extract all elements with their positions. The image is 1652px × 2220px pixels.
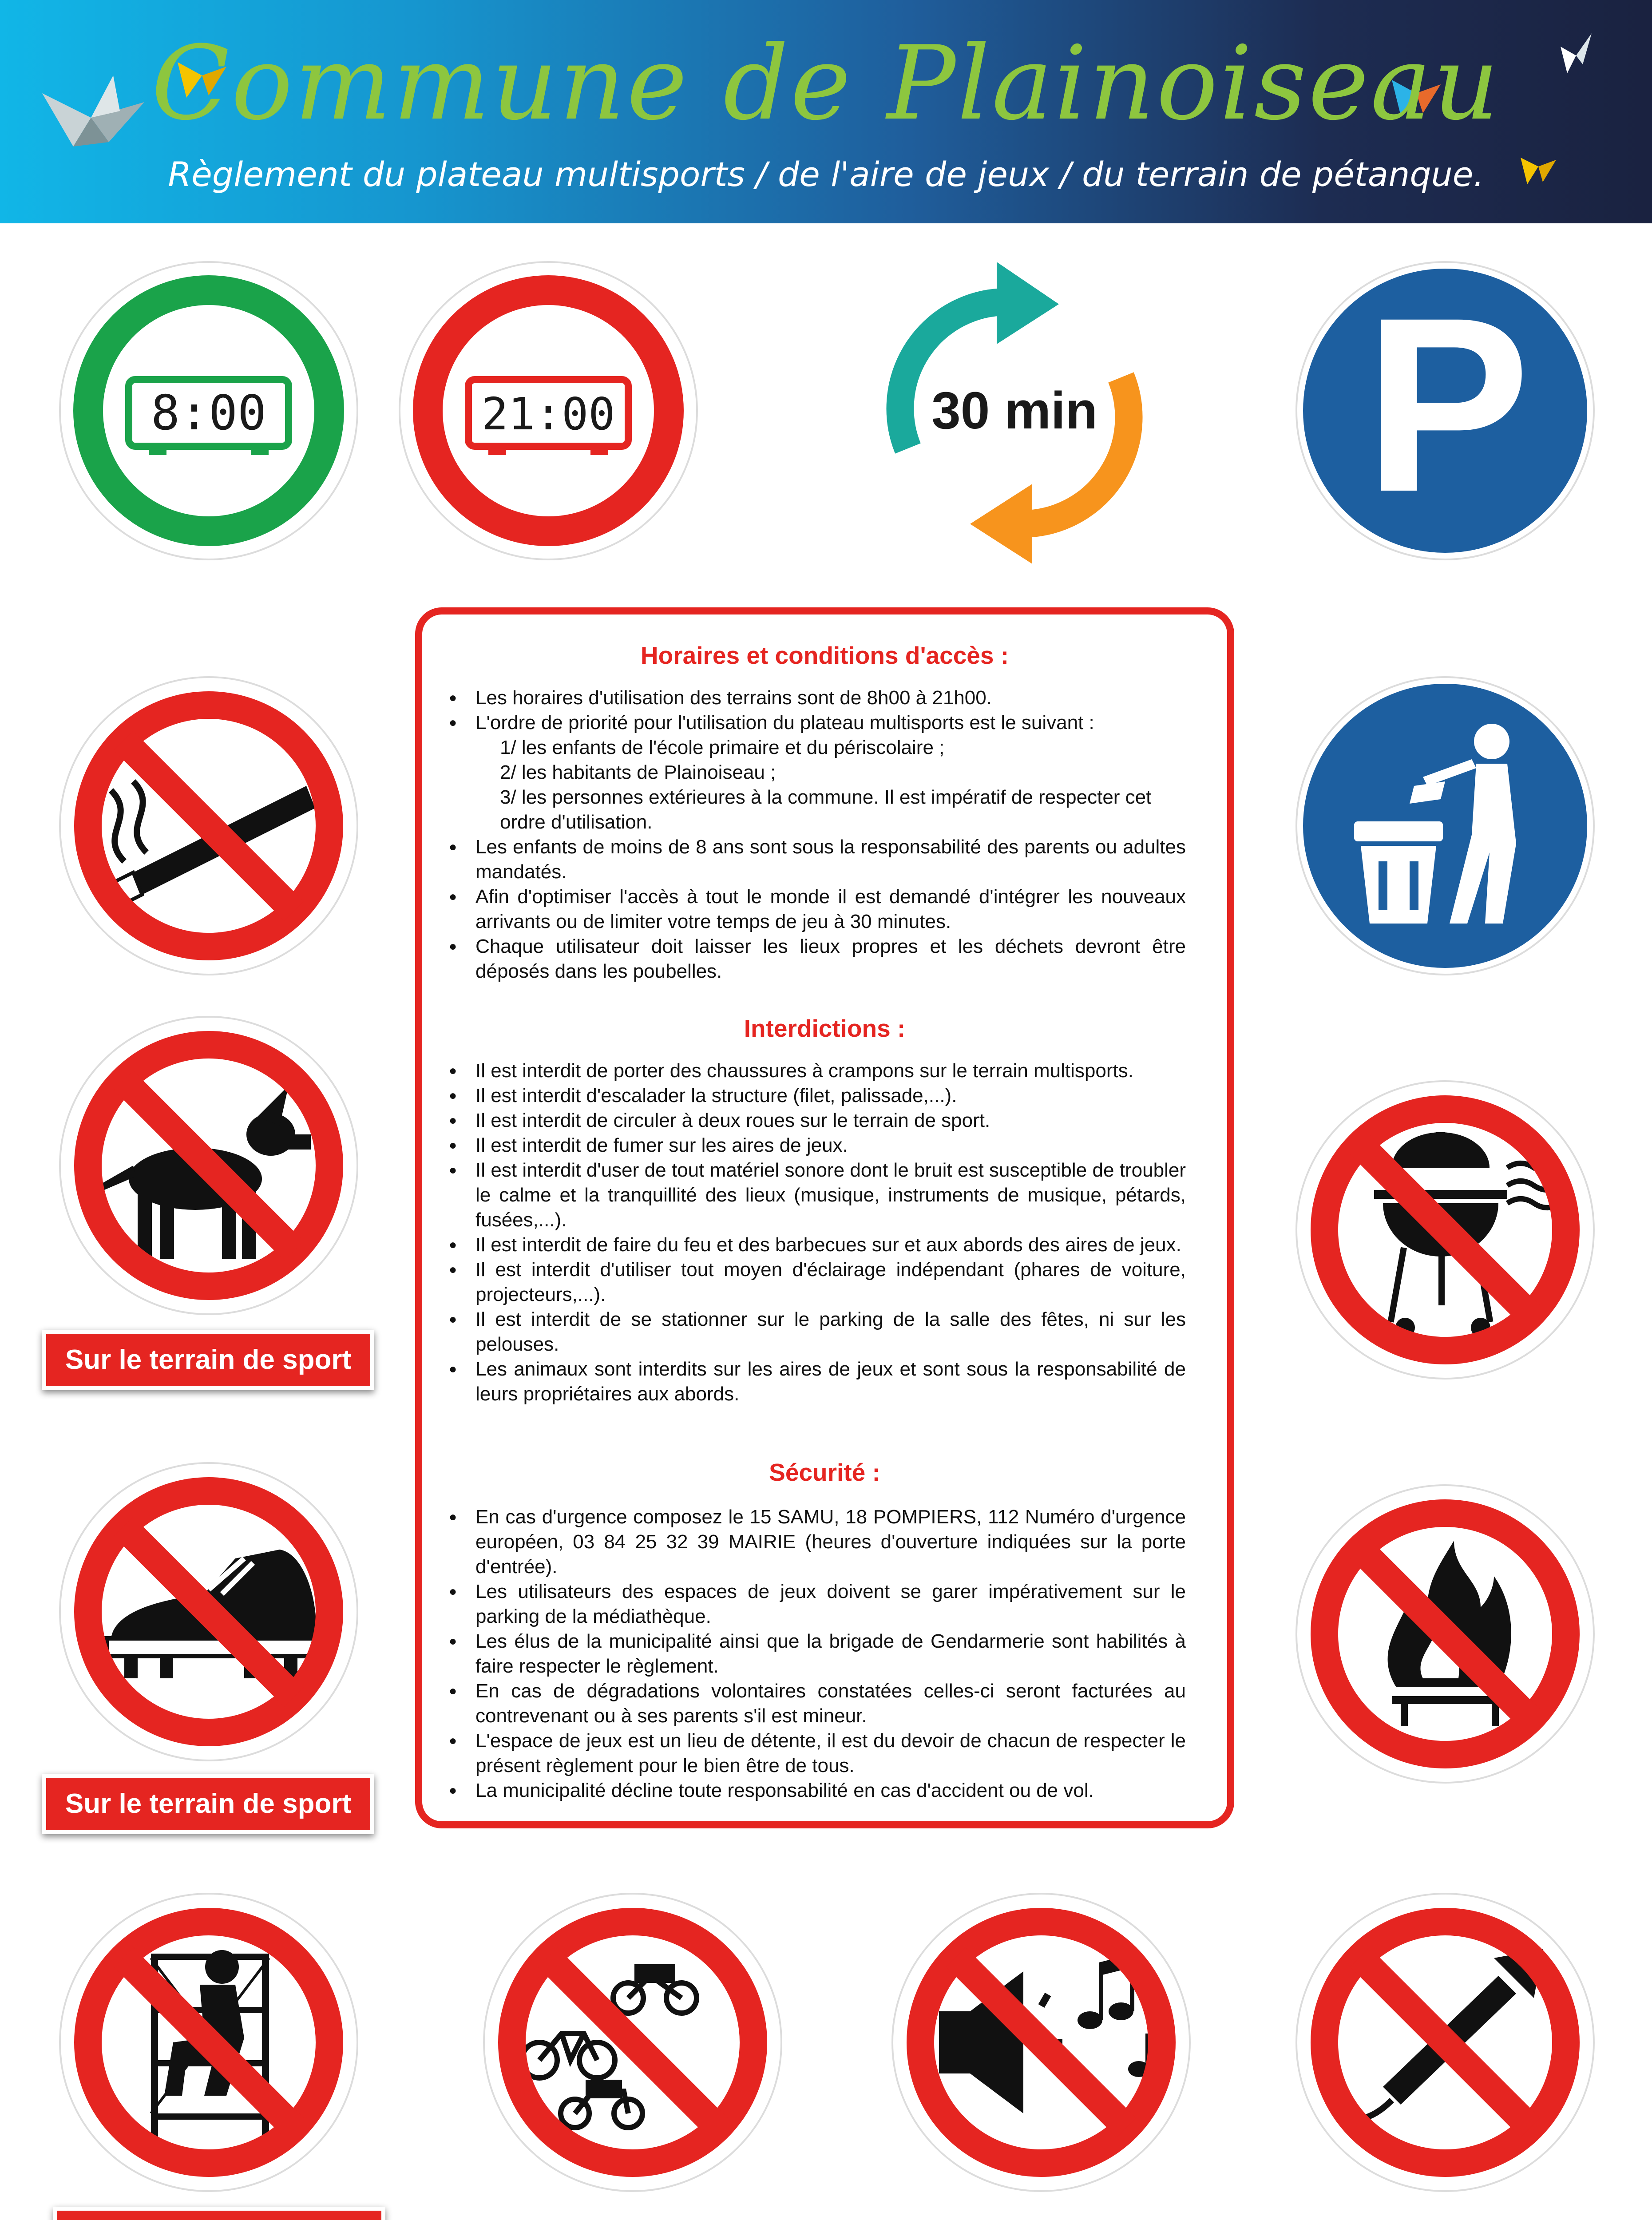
list-item: ● Il est interdit d'utiliser tout moyen d'éclairage indépendant (phares de voiture, projecteurs,...). <box>444 1257 1186 1307</box>
list-item: ● Afin d'optimiser l'accès à tout le monde il est demandé d'intégrer les nouveaux arrivants ou de limiter votre temps de jeu à 30 minutes. <box>444 884 1186 934</box>
list-item: ● Chaque utilisateur doit laisser les lieux propres et les déchets devront être déposés dans les poubelles. <box>444 934 1186 984</box>
no-barbecue-sign <box>1294 1079 1596 1381</box>
priority-item: 1/ les enfants de l'école primaire et du périscolaire ; <box>500 737 945 758</box>
priority-item: 2/ les habitants de Plainoiseau ; <box>500 761 776 783</box>
security-list <box>444 1505 1186 1803</box>
list-item: ● Il est interdit de porter des chaussures à crampons sur le terrain multisports. <box>444 1058 1186 1083</box>
list-item: ● En cas d'urgence composez le 15 SAMU, 18 POMPIERS, 112 Numéro d'urgence européen, 03 84 25 32 39 MAIRIE (heures d'ouverture indiquées sur la porte d'entrée). <box>444 1505 1186 1579</box>
list-item: ● Il est interdit de se stationner sur le parking de la salle des fêtes, ni sur les pelouses. <box>444 1307 1186 1357</box>
security-heading: Sécurité : <box>769 1459 880 1486</box>
dog-sign-caption: Sur le terrain de sport <box>42 1330 374 1390</box>
no-two-wheelers-sign <box>482 1891 784 2193</box>
no-climbing-sign <box>58 1891 360 2193</box>
time-limit-text: 30 min <box>931 381 1097 440</box>
no-noise-sign <box>890 1891 1192 2193</box>
list-item: ● L'espace de jeux est un lieu de détente, il est du devoir de chacun de respecter le présent règlement pour le bien être de tous. <box>444 1728 1186 1778</box>
no-cleats-sign <box>58 1461 360 1763</box>
prohibitions-heading: Interdictions : <box>744 1015 906 1042</box>
header-banner <box>0 0 1652 223</box>
prohibitions-list <box>444 1058 1186 1407</box>
page-subtitle: Règlement du plateau multisports / de l'aire de jeux / du terrain de pétanque. <box>168 155 1484 194</box>
list-item: ● Il est interdit de circuler à deux roues sur le terrain de sport. <box>444 1108 1186 1133</box>
parking-icon: P <box>1364 266 1530 543</box>
climbing-sign-caption <box>53 2207 385 2220</box>
digital-clock-icon <box>468 380 628 455</box>
page-title: Commune de Plainoiseau <box>151 24 1501 143</box>
time-limit-sign <box>850 249 1179 577</box>
access-list <box>444 686 1186 984</box>
list-item: ● Les enfants de moins de 8 ans sont sous la responsabilité des parents ou adultes mandatés. <box>444 835 1186 884</box>
opening-time-sign <box>58 260 360 562</box>
list-item: ● Il est interdit d'escalader la structure (filet, palissade,...). <box>444 1083 1186 1108</box>
rules-panel <box>415 607 1234 1828</box>
list-item: ● Les élus de la municipalité ainsi que la brigade de Gendarmerie sont habilités à faire respecter le règlement. <box>444 1629 1186 1679</box>
parking-sign <box>1294 260 1596 562</box>
access-heading: Horaires et conditions d'accès : <box>640 642 1009 669</box>
no-fireworks-sign <box>1294 1891 1596 2193</box>
no-dogs-sign <box>58 1015 360 1316</box>
list-item: ● Il est interdit de faire du feu et des barbecues sur et aux abords des aires de jeux. <box>444 1233 1186 1257</box>
closing-time-text: 21:00 <box>481 388 615 440</box>
list-item: ● Les animaux sont interdits sur les aires de jeux et sont sous la responsabilité de leurs propriétaires aux abords. <box>444 1357 1186 1407</box>
closing-time-sign <box>397 260 699 562</box>
list-item: ● Il est interdit de fumer sur les aires de jeux. <box>444 1133 1186 1158</box>
list-item: ● Il est interdit d'user de tout matériel sonore dont le bruit est susceptible de troubler le calme et la tranquillité des lieux (musique, instruments de musique, pétards, fusées,...). <box>444 1158 1186 1233</box>
use-litter-bin-sign <box>1294 675 1596 977</box>
list-item: ● La municipalité décline toute responsabilité en cas d'accident ou de vol. <box>444 1778 1186 1803</box>
list-item: ● Les horaires d'utilisation des terrains sont de 8h00 à 21h00. <box>444 686 1186 710</box>
list-item: ● L'ordre de priorité pour l'utilisation du plateau multisports est le suivant : <box>444 710 1186 735</box>
opening-time-text: 8:00 <box>151 385 267 441</box>
no-smoking-sign <box>58 675 360 977</box>
digital-clock-icon <box>129 380 289 455</box>
no-fire-sign <box>1294 1483 1596 1785</box>
priority-item: 3/ les personnes extérieures à la commune. Il est impératif de respecter cet ordre d'utilisation. <box>500 786 1152 833</box>
list-item: ● En cas de dégradations volontaires constatées celles-ci seront facturées au contrevenant ou à ses parents s'il est mineur. <box>444 1679 1186 1728</box>
cycle-arrows-icon <box>850 249 1179 577</box>
cleats-sign-caption: Sur le terrain de sport <box>42 1774 374 1834</box>
list-item: ● Les utilisateurs des espaces de jeux doivent se garer impérativement sur le parking de la médiathèque. <box>444 1579 1186 1629</box>
